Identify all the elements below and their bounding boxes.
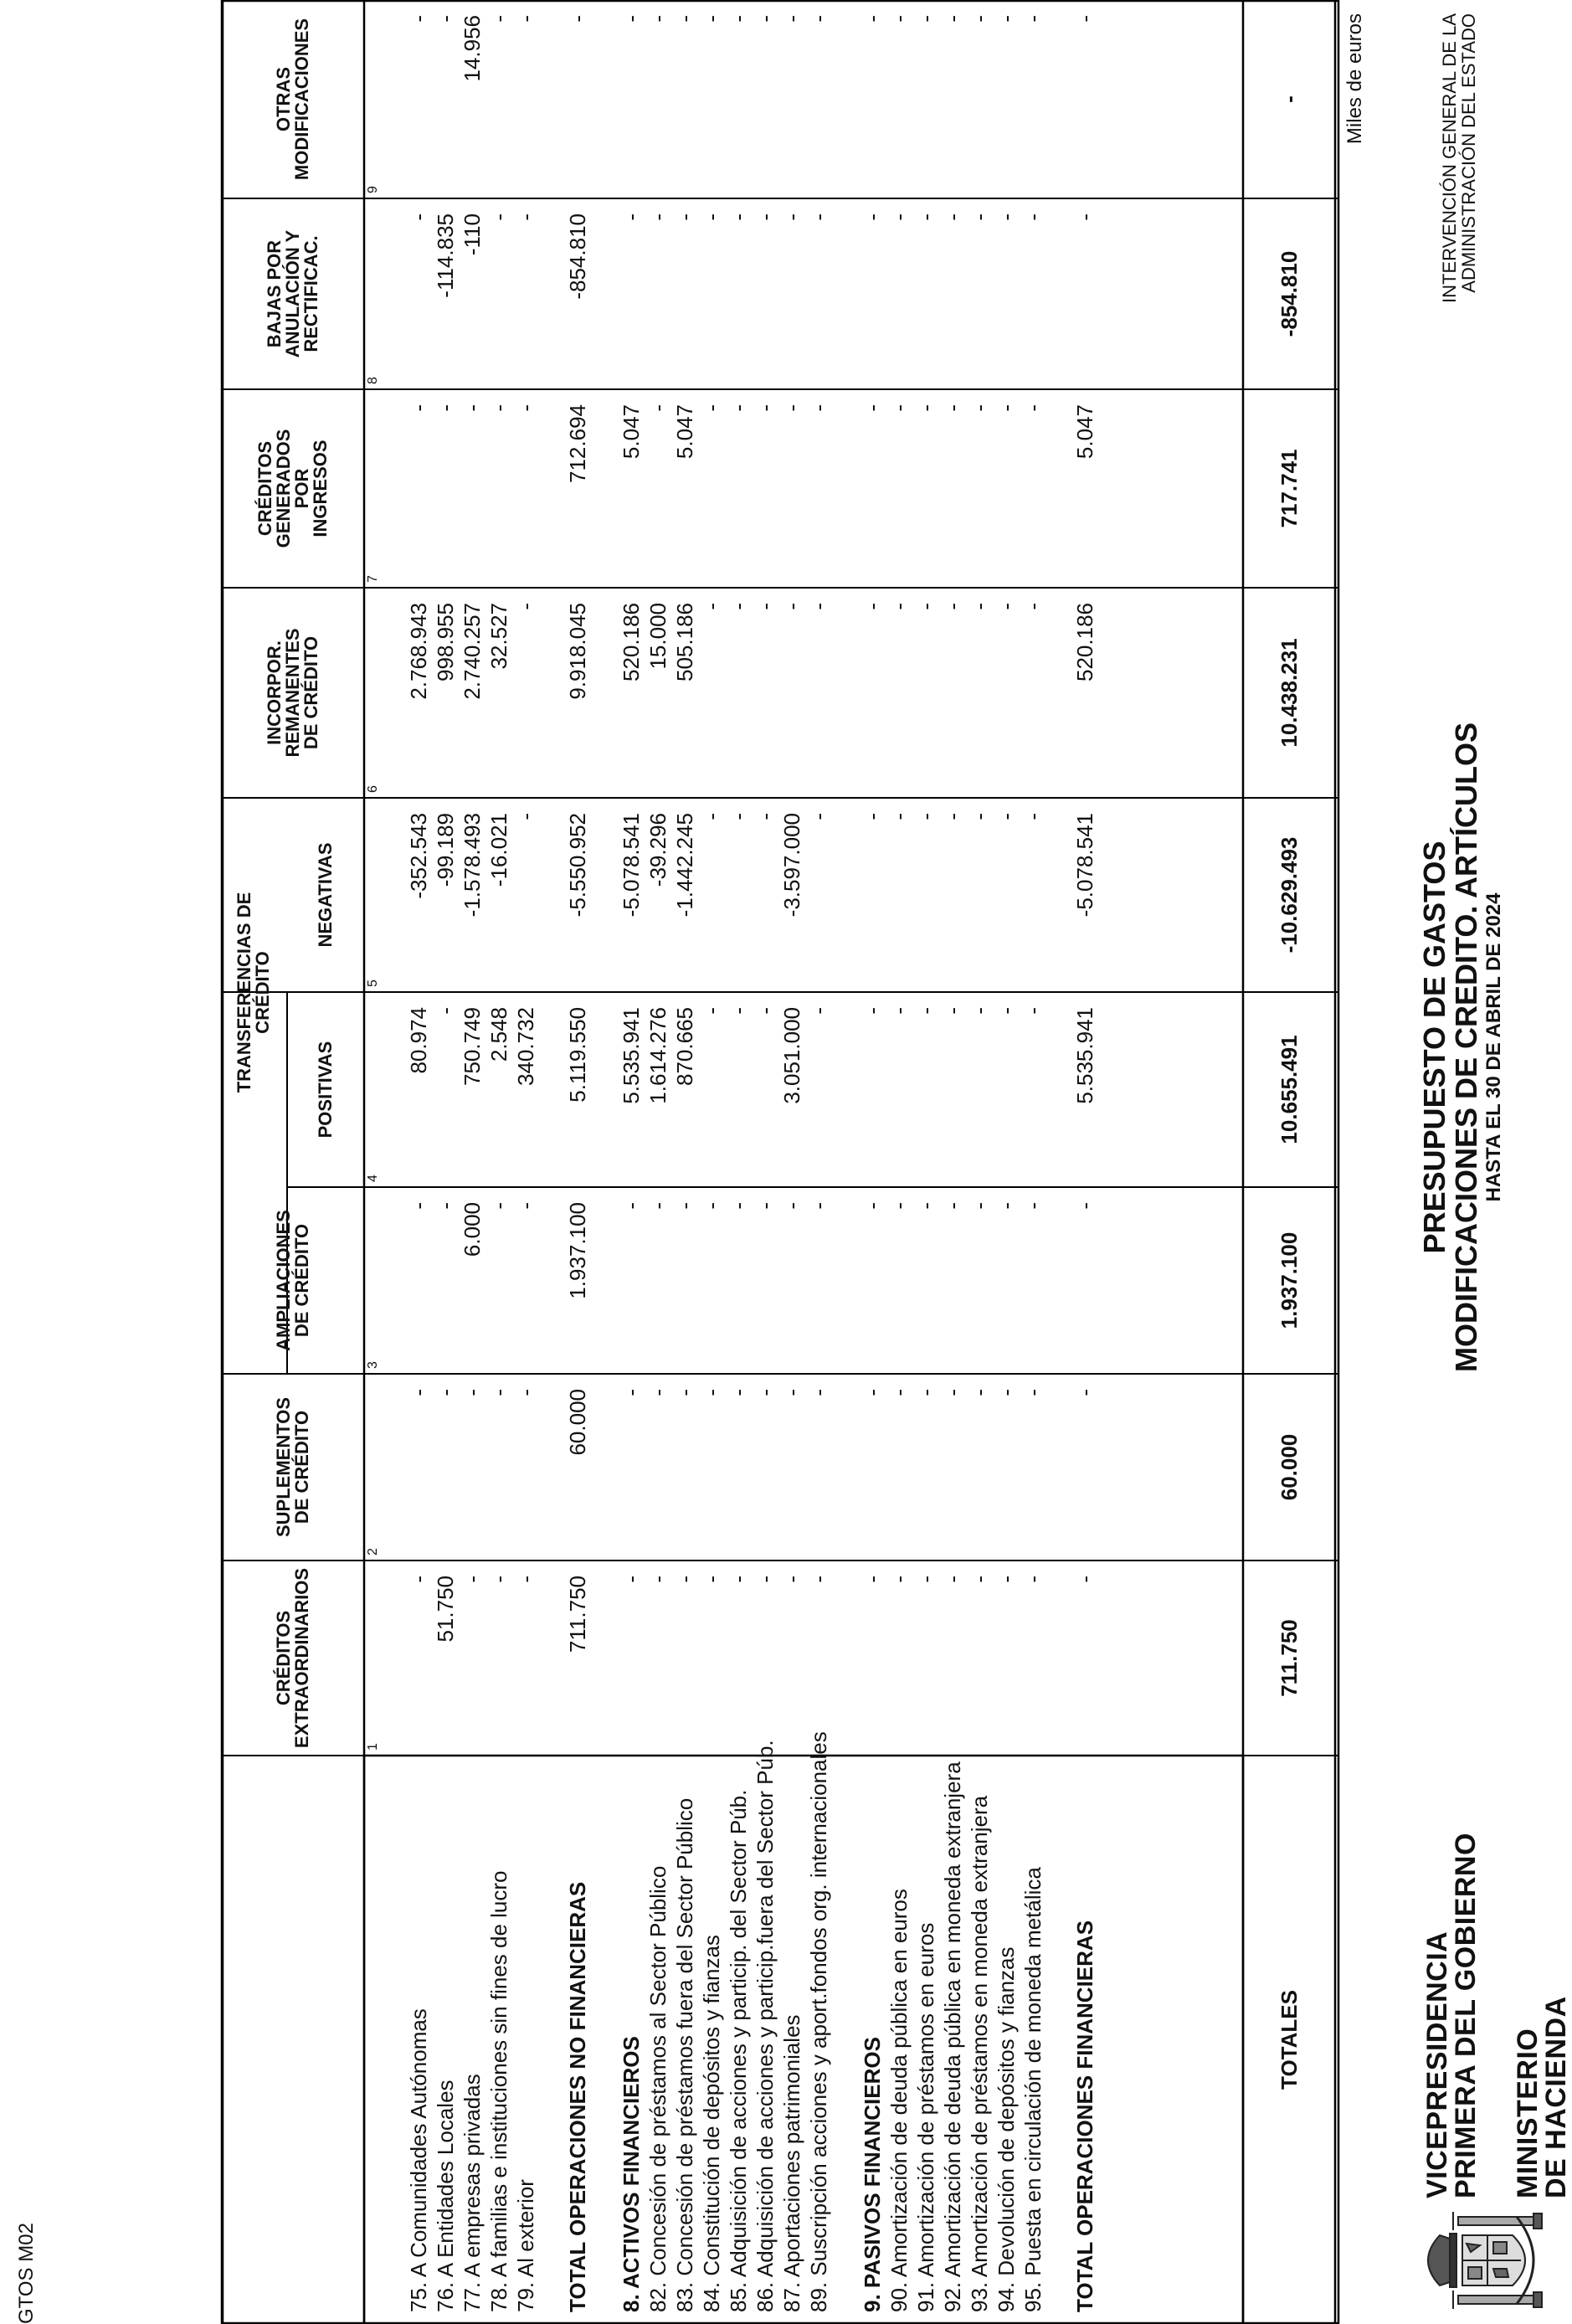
cell-value: - [513,1389,538,1396]
cell-value: - [994,1389,1019,1396]
cell-value: 340.732 [513,1007,538,1086]
cell-value: 5.047 [1072,404,1097,460]
total-value: 711.750 [1277,1619,1302,1697]
cell-value: - [779,1202,804,1210]
cell-value: - [699,1202,724,1210]
cell-value: - [1072,213,1097,221]
cell-value: - [1020,813,1045,820]
cell-value: - [726,813,751,820]
cell-value: - [726,1007,751,1015]
cell-value: - [753,1202,778,1210]
cell-value: 998.955 [433,603,458,681]
cell-value: - [406,1202,431,1210]
cell-value: - [940,813,965,820]
cell-value: -1.442.245 [672,813,697,918]
row-label: TOTAL OPERACIONES FINANCIERAS [1072,1920,1097,2312]
cell-value: - [779,1389,804,1396]
column-number-8: 8 [366,377,380,384]
cell-value: - [1020,15,1045,23]
cell-value: - [967,1389,992,1396]
cell-value: - [565,15,590,23]
cell-value: - [726,1576,751,1583]
cell-value: 80.974 [406,1007,431,1074]
cell-value: - [699,213,724,221]
cell-value: - [860,15,885,23]
cell-value: - [619,15,644,23]
cell-value: - [967,404,992,412]
cell-value: -5.550.952 [565,813,590,918]
cell-value: 5.119.550 [565,1007,590,1103]
cell-value: - [699,1389,724,1396]
cell-value: 520.186 [1072,603,1097,681]
column-number-1: 1 [366,1743,380,1751]
total-value: - [1277,95,1302,103]
cell-value: - [806,404,831,412]
cell-value: - [860,404,885,412]
row-label: 85. Adquisición de acciones y particip. del Sector Púb. [726,1789,751,2312]
cell-value: -39.296 [645,813,670,887]
cell-value: - [913,603,938,610]
cell-value: 2.548 [486,1007,511,1062]
cell-value: - [699,813,724,820]
cell-value: 5.047 [672,404,697,460]
cell-value: - [886,813,912,820]
column-header-3: AMPLIACIONES DE CRÉDITO [273,1210,312,1351]
cell-value: - [486,15,511,23]
cell-value: - [406,1389,431,1396]
cell-value: - [699,404,724,412]
cell-value: - [886,404,912,412]
cell-value: -5.078.541 [1072,813,1097,918]
column-header-1: CRÉDITOS EXTRAORDINARIOS [273,1567,312,1749]
cell-value: - [406,15,431,23]
cell-value: - [886,15,912,23]
transfer-group-header: TRANSFERENCIAS DE CRÉDITO [234,892,273,1093]
row-label: 90. Amortización de deuda pública en euros [886,1889,912,2312]
cell-value: 750.749 [460,1007,485,1086]
document-title: PRESUPUESTO DE GASTOS [1417,841,1451,1254]
cell-value: - [779,603,804,610]
cell-value: 5.535.941 [1072,1007,1097,1104]
cell-value: - [994,1576,1019,1583]
cell-value: - [406,213,431,221]
cell-value: - [886,1202,912,1210]
cell-value: - [806,1007,831,1015]
cell-value: - [513,404,538,412]
cell-value: - [726,213,751,221]
cell-value: - [860,1202,885,1210]
cell-value: - [913,15,938,23]
column-header-2: SUPLEMENTOS DE CRÉDITO [273,1396,312,1538]
cell-value: - [1020,213,1045,221]
cell-value: - [994,813,1019,820]
row-label: 9. PASIVOS FINANCIEROS [860,2037,885,2312]
column-header-6: INCORPOR. REMANENTES DE CRÉDITO [264,628,321,758]
intervention-line-2: ADMINISTRACIÓN DEL ESTADO [1458,13,1479,293]
total-value: 10.438.231 [1277,638,1302,748]
cell-value: - [486,1389,511,1396]
cell-value: - [699,1007,724,1015]
cell-value: - [726,1202,751,1210]
cell-value: - [753,603,778,610]
cell-value: - [913,813,938,820]
cell-value: - [1020,603,1045,610]
total-value: 717.741 [1277,449,1302,528]
cell-value: - [672,1389,697,1396]
cell-value: - [672,15,697,23]
cell-value: -16.021 [486,813,511,887]
cell-value: - [779,15,804,23]
cell-value: - [806,1202,831,1210]
cell-value: - [806,213,831,221]
cell-value: - [513,213,538,221]
cell-value: 711.750 [565,1576,590,1653]
row-label: 94. Devolución de depósitos y fianzas [994,1946,1019,2312]
cell-value: - [460,1576,485,1583]
row-label: 86. Adquisición de acciones y particip.fuera del Sector Púb. [753,1740,778,2312]
cell-value: - [699,603,724,610]
cell-value: - [699,15,724,23]
row-label: 76. A Entidades Locales [433,2080,458,2312]
cell-value: - [753,15,778,23]
cell-value: - [699,1576,724,1583]
cell-value: - [1020,1576,1045,1583]
cell-value: 870.665 [672,1007,697,1086]
cell-value: - [619,213,644,221]
cell-value: - [860,813,885,820]
cell-value: - [779,404,804,412]
cell-value: - [967,15,992,23]
cell-value: - [753,1007,778,1015]
row-label: 91. Amortización de préstamos en euros [913,1922,938,2312]
cell-value: - [967,1007,992,1015]
cell-value: - [940,603,965,610]
cell-value: - [913,404,938,412]
cell-value: 9.918.045 [565,603,590,700]
row-label: 84. Constitución de depósitos y fianzas [699,1935,724,2312]
units-label: Miles de euros [1343,13,1366,145]
ministry-block [1423,1612,1570,2198]
cell-value: 1.614.276 [645,1007,670,1104]
cell-value: - [940,404,965,412]
row-label: 89. Suscripción acciones y aport.fondos org. internacionales [806,1731,831,2312]
cell-value: - [940,1576,965,1583]
ministry-line-1: MINISTERIO [1512,2028,1544,2198]
cell-value: -3.597.000 [779,813,804,918]
cell-value: -114.835 [433,213,458,298]
cell-value: - [940,1007,965,1015]
cell-value: - [940,15,965,23]
cell-value: -110 [460,213,485,256]
cell-value: - [967,813,992,820]
cell-value: -99.189 [433,813,458,887]
cell-value: - [433,1007,458,1015]
cell-value: - [753,1576,778,1583]
cell-value: - [753,404,778,412]
row-label: 95. Puesta en circulación de moneda metálica [1020,1867,1045,2312]
cell-value: - [726,15,751,23]
cell-value: - [753,213,778,221]
cell-value: 2.768.943 [406,603,431,700]
cell-value: - [433,15,458,23]
column-number-9: 9 [366,186,380,193]
cell-value: - [860,1576,885,1583]
cell-value: - [913,1202,938,1210]
cell-value: - [1072,1576,1097,1583]
cell-value: - [645,1576,670,1583]
cell-value: - [619,1202,644,1210]
row-label: 92. Amortización de deuda pública en moneda extranjera [940,1761,965,2312]
cell-value: 1.937.100 [565,1202,590,1299]
intervention-block [1440,13,1478,449]
row-label: 83. Concesión de préstamos fuera del Sector Público [672,1797,697,2312]
row-label: 75. A Comunidades Autónomas [406,2008,431,2312]
cell-value: - [486,404,511,412]
cell-value: - [406,404,431,412]
cell-value: - [806,1576,831,1583]
cell-value: - [806,603,831,610]
cell-value: 51.750 [433,1576,458,1643]
cell-value: - [806,1389,831,1396]
cell-value: 3.051.000 [779,1007,804,1104]
cell-value: - [913,1007,938,1015]
cell-value: - [1020,404,1045,412]
cell-value: - [645,15,670,23]
row-label: 79. Al exterior [513,2179,538,2312]
cell-value: - [433,1389,458,1396]
gov-line-2: PRIMERA DEL GOBIERNO [1450,1833,1482,2198]
cell-value: - [860,603,885,610]
document-date: HASTA EL 30 DE ABRIL DE 2024 [1482,892,1505,1202]
cell-value: - [486,213,511,221]
cell-value: - [645,1389,670,1396]
row-label: TOTAL OPERACIONES NO FINANCIERAS [565,1881,590,2312]
cell-value: - [886,213,912,221]
cell-value: - [645,404,670,412]
column-number-3: 3 [366,1361,380,1369]
cell-value: - [672,1202,697,1210]
cell-value: - [645,1202,670,1210]
cell-value: - [513,603,538,610]
total-value: 1.937.100 [1277,1231,1302,1329]
cell-value: - [913,1389,938,1396]
cell-value: - [1072,15,1097,23]
row-label: 78. A familias e instituciones sin fines de lucro [486,1870,511,2312]
cell-value: - [860,1389,885,1396]
total-value: -10.629.493 [1277,836,1302,954]
cell-value: - [486,1576,511,1583]
row-label: 87. Aportaciones patrimoniales [779,2014,804,2312]
cell-value: - [460,1389,485,1396]
cell-value: - [433,404,458,412]
cell-value: 60.000 [565,1389,590,1456]
cell-value: - [806,813,831,820]
cell-value: - [886,1389,912,1396]
cell-value: - [753,813,778,820]
cell-value: - [994,15,1019,23]
cell-value: - [645,213,670,221]
row-label: 82. Concesión de préstamos al Sector Público [645,1865,670,2312]
cell-value: - [779,1576,804,1583]
cell-value: - [886,1007,912,1015]
ministry-line-2: DE HACIENDA [1540,1996,1572,2198]
cell-value: - [994,1007,1019,1015]
cell-value: - [994,404,1019,412]
cell-value: - [967,213,992,221]
cell-value: - [994,603,1019,610]
cell-value: - [806,15,831,23]
cell-value: - [1020,1202,1045,1210]
cell-value: - [913,1576,938,1583]
cell-value: - [672,1576,697,1583]
column-header-8: BAJAS POR ANULACIÓN Y RECTIFICAC. [264,229,321,358]
total-value: -854.810 [1277,250,1302,337]
cell-value: - [726,603,751,610]
cell-value: - [513,1202,538,1210]
cell-value: - [967,603,992,610]
cell-value: - [1072,1389,1097,1396]
cell-value: - [513,15,538,23]
column-number-7: 7 [366,575,380,583]
cell-value: - [886,603,912,610]
row-label: 77. A empresas privadas [460,2074,485,2312]
coat-of-arms-logo [1416,2210,1559,2311]
intervention-line-1: INTERVENCIÓN GENERAL DE LA [1439,13,1460,303]
gov-line-1: VICEPRESIDENCIA [1421,1931,1453,2198]
cell-value: 2.740.257 [460,603,485,700]
cell-value: - [433,1202,458,1210]
cell-value: - [940,1202,965,1210]
cell-value: - [672,213,697,221]
modifications-table [222,0,1339,2324]
cell-value: 505.186 [672,603,697,681]
cell-value: - [1020,1389,1045,1396]
cell-value: - [860,1007,885,1015]
total-value: 60.000 [1277,1433,1302,1501]
total-value: 10.655.491 [1277,1035,1302,1144]
cell-value: 5.535.941 [619,1007,644,1104]
cell-value: - [860,213,885,221]
cell-value: 32.527 [486,603,511,670]
cell-value: - [513,1576,538,1583]
column-header-7: CRÉDITOS GENERADOS POR INGRESOS [254,429,331,548]
cell-value: - [619,1576,644,1583]
cell-value: 712.694 [565,404,590,483]
column-header-5: NEGATIVAS [315,842,336,948]
cell-value: 15.000 [645,603,670,670]
cell-value: - [967,1202,992,1210]
cell-value: - [726,404,751,412]
cell-value: - [940,1389,965,1396]
column-number-6: 6 [366,785,380,793]
footer-code: GTOS M02 [15,2223,38,2324]
column-number-2: 2 [366,1548,380,1555]
cell-value: - [513,813,538,820]
totals-label: TOTALES [1277,1990,1302,2090]
cell-value: 6.000 [460,1202,485,1257]
cell-value: - [486,1202,511,1210]
cell-value: - [913,213,938,221]
column-number-4: 4 [366,1175,380,1182]
cell-value: -5.078.541 [619,813,644,918]
cell-value: -352.543 [406,813,431,899]
row-label: 8. ACTIVOS FINANCIEROS [619,2036,644,2312]
cell-value: - [886,1576,912,1583]
cell-value: - [406,1576,431,1583]
cell-value: - [619,1389,644,1396]
cell-value: - [1072,1202,1097,1210]
cell-value: - [726,1389,751,1396]
cell-value: 520.186 [619,603,644,681]
cell-value: - [753,1389,778,1396]
cell-value: - [940,213,965,221]
cell-value: - [460,404,485,412]
column-header-4: POSITIVAS [315,1041,336,1139]
column-header-9: OTRAS MODIFICACIONES [273,18,312,181]
cell-value: - [1020,1007,1045,1015]
row-label: 93. Amortización de préstamos en moneda extranjera [967,1795,992,2312]
document-subtitle: MODIFICACIONES DE CREDITO. ARTÍCULOS [1449,722,1483,1373]
cell-value: -854.810 [565,213,590,300]
cell-value: 14.956 [460,15,485,82]
cell-value: - [994,213,1019,221]
cell-value: - [779,213,804,221]
cell-value: - [967,1576,992,1583]
document-title-block [1419,524,1506,1571]
cell-value: - [994,1202,1019,1210]
column-number-5: 5 [366,979,380,987]
cell-value: -1.578.493 [460,813,485,918]
cell-value: 5.047 [619,404,644,460]
